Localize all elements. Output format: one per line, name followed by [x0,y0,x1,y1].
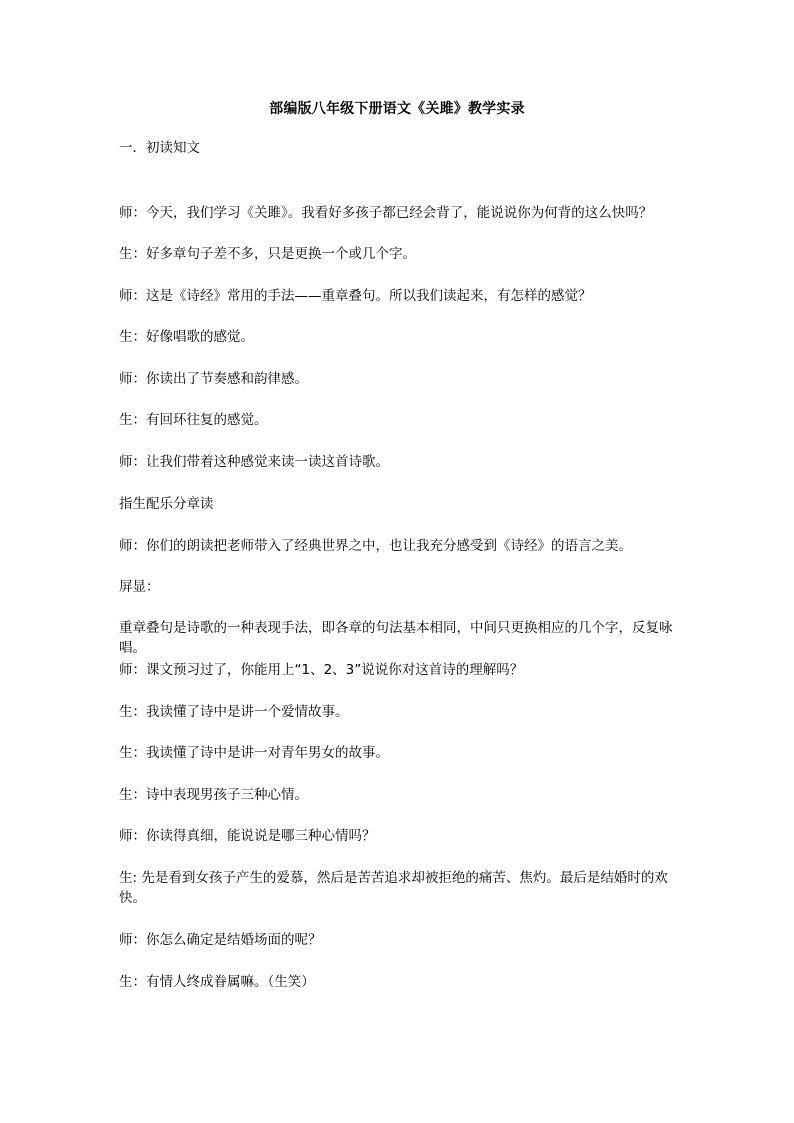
paragraph: 生：诗中表现男孩子三种心情。 [119,787,308,803]
paragraph: 生：有情人终成眷属嘛。（生笑） [119,974,315,990]
paragraph: 指生配乐分章读 [119,496,214,512]
paragraph: 师：这是《诗经》常用的手法——重章叠句。所以我们读起来，有怎样的感觉？ [119,288,592,304]
paragraph: 屏显： [119,579,160,595]
paragraph: 生：我读懂了诗中是讲一个爱情故事。 [119,704,349,720]
paragraph: 生：我读懂了诗中是讲一对青年男女的故事。 [119,745,389,761]
paragraph: 师：你怎么确定是结婚场面的呢？ [119,932,322,948]
paragraph: 师：你们的朗读把老师带入了经典世界之中，也让我充分感受到《诗经》的语言之美。 [119,538,632,554]
section-heading: 一．初读知文 [119,140,200,156]
paragraph: 生：有回环往复的感觉。 [119,412,268,428]
paragraph: 师：让我们带着这种感觉来读一读这首诗歌。 [119,454,389,470]
paragraph: 师：你读出了节奏感和韵律感。 [119,371,308,387]
paragraph: 生：好多章句子差不多，只是更换一个或几个字。 [119,246,416,262]
document-title: 部编版八年级下册语文《关雎》教学实录 [269,101,525,117]
paragraph: 师：你读得真细，能说说是哪三种心情吗？ [119,828,376,844]
paragraph: 师：课文预习过了，你能用上“1、2、3”说说你对这首诗的理解吗？ [119,662,524,678]
paragraph: 生: 先是看到女孩子产生的爱慕，然后是苦苦追求却被拒绝的痛苦、焦灼。最后是结婚时的欢快。 [119,870,668,906]
paragraph: 生：好像唱歌的感觉。 [119,329,254,345]
paragraph: 重章叠句是诗歌的一种表现手法，即各章的句法基本相同，中间只更换相应的几个字，反复咏唱。 [119,620,673,656]
paragraph: 师：今天，我们学习《关雎》。我看好多孩子都已经会背了，能说说你为何背的这么快吗？ [119,205,653,221]
